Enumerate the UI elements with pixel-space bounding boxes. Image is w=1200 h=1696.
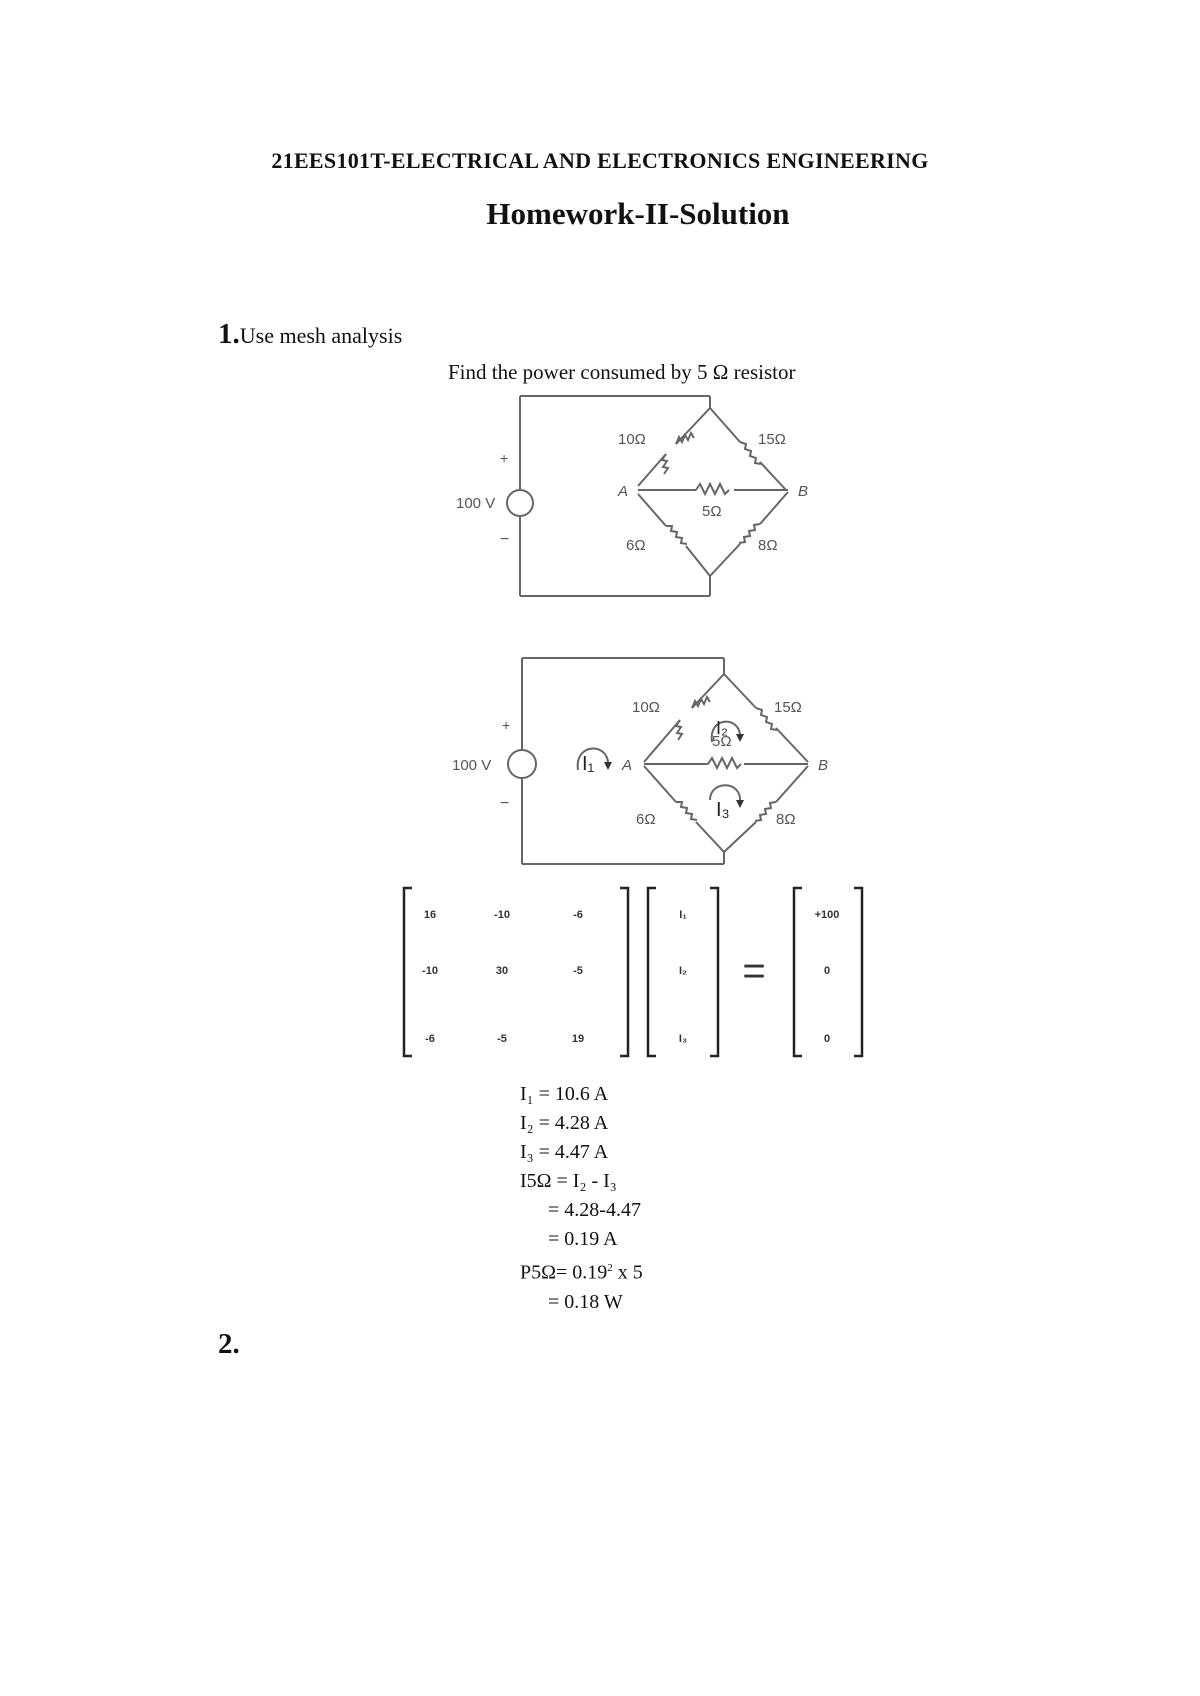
matrix-cell: 19 [571, 1033, 585, 1045]
resistor-10-label: 10Ω [618, 431, 646, 448]
question-2-number: 2. [218, 1328, 240, 1360]
bottom-left-branch [644, 766, 724, 864]
plus-sign: + [502, 717, 511, 733]
mesh-current-2: I₂ = 4.28 A [520, 1112, 609, 1134]
power-5ohm-formula-b: x 5 [612, 1261, 643, 1284]
power-5ohm-value: = 0.18 W [548, 1290, 623, 1313]
matrix-cell: -5 [497, 1033, 507, 1045]
resistor-15-label: 15Ω [774, 699, 802, 716]
mesh-3-label: I₃ [716, 799, 730, 821]
resistor-6-zigzag [676, 802, 697, 820]
rhs-bracket-right [854, 888, 862, 1056]
voltage-source [507, 490, 533, 516]
course-title: 21EES101T-ELECTRICAL AND ELECTRONICS ENGINEERING [271, 148, 929, 173]
resistor-10-zigzag [662, 433, 694, 474]
current-5ohm-substitution: = 4.28-4.47 [548, 1199, 641, 1221]
bottom-left-branch [638, 494, 710, 596]
resistor-8-label: 8Ω [776, 811, 796, 828]
mesh-3-arrowhead [736, 800, 744, 808]
minus-sign: − [500, 795, 510, 812]
minus-sign: − [500, 531, 510, 548]
mesh-2-arrowhead [736, 734, 744, 742]
resistor-15-label: 15Ω [758, 431, 786, 448]
matrix-cell: 30 [495, 965, 509, 977]
question-1 [218, 318, 402, 351]
power-5ohm-formula-a: = 0.19 [556, 1261, 608, 1284]
coefficient-bracket-left [404, 888, 412, 1056]
unknown-bracket-right [710, 888, 718, 1056]
resistor-5-label: 5Ω [712, 733, 732, 750]
rhs-cell: 0 [823, 1033, 831, 1045]
power-5ohm-expression [520, 1254, 643, 1288]
mesh-circuit-diagram [440, 650, 840, 870]
unknown-cell: I₂ [679, 965, 687, 977]
matrix-cell: -5 [573, 965, 583, 977]
matrix-cell: -6 [425, 1033, 435, 1045]
coefficient-bracket-right [620, 888, 628, 1056]
resistor-5-label: 5Ω [702, 503, 722, 520]
unknown-cell: I₁ [679, 909, 687, 921]
resistor-6-label: 6Ω [626, 537, 646, 554]
mesh-1-label: I₁ [582, 753, 595, 775]
node-a-label: A [622, 757, 633, 774]
mesh-matrix-equation [400, 880, 880, 1065]
voltage-source [508, 750, 536, 778]
bridge-circuit-diagram [440, 390, 840, 600]
power-exponent: 2 [607, 1262, 613, 1274]
current-5ohm-expression [520, 1167, 643, 1196]
current-5ohm-value: = 0.19 A [548, 1228, 618, 1250]
mesh-current-1: I₁ = 10.6 A [520, 1083, 609, 1105]
resistor-8-zigzag [755, 802, 776, 821]
question-prompt: Find the power consumed by 5 Ω resistor [448, 360, 796, 384]
matrix-cell: -6 [573, 909, 583, 921]
matrix-cell: 16 [423, 909, 437, 921]
current-5ohm-formula: = I₂ - I₃ [551, 1170, 617, 1192]
rhs-cell: +100 [814, 909, 840, 921]
resistor-5-zigzag [696, 484, 729, 494]
resistor-6-label: 6Ω [636, 811, 656, 828]
resistor-10-label: 10Ω [632, 699, 660, 716]
rhs-bracket-left [794, 888, 802, 1056]
source-label: 100 V [452, 757, 492, 774]
equals-sign: = [742, 949, 766, 993]
page-title: Homework-II-Solution [486, 196, 790, 231]
resistor-5-zigzag [708, 758, 741, 768]
source-label: 100 V [456, 495, 496, 512]
plus-sign: + [500, 450, 509, 466]
resistor-8-label: 8Ω [758, 537, 778, 554]
mesh-2-label: I₂ [716, 718, 728, 738]
power-5ohm-label: P5Ω [520, 1261, 556, 1284]
matrix-cell: -10 [494, 909, 510, 921]
resistor-8-zigzag [739, 524, 760, 543]
node-b-label: B [818, 757, 829, 774]
mesh-1-arrowhead [604, 762, 612, 770]
unknown-cell: I₃ [678, 1033, 688, 1045]
resistor-6-zigzag [666, 526, 687, 544]
resistor-10-zigzag [676, 697, 710, 740]
matrix-cell: -10 [422, 965, 438, 977]
mesh-current-3: I₃ = 4.47 A [520, 1141, 609, 1163]
question-1-number: 1. [218, 318, 240, 350]
question-1-instruction: Use mesh analysis [239, 323, 403, 348]
rhs-cell: 0 [823, 965, 831, 977]
top-left-branch [638, 396, 710, 486]
node-a-label: A [618, 483, 629, 500]
unknown-bracket-left [648, 888, 656, 1056]
current-5ohm-label: I5Ω [520, 1170, 552, 1192]
solution-steps [520, 1080, 643, 1317]
node-b-label: B [798, 483, 809, 500]
